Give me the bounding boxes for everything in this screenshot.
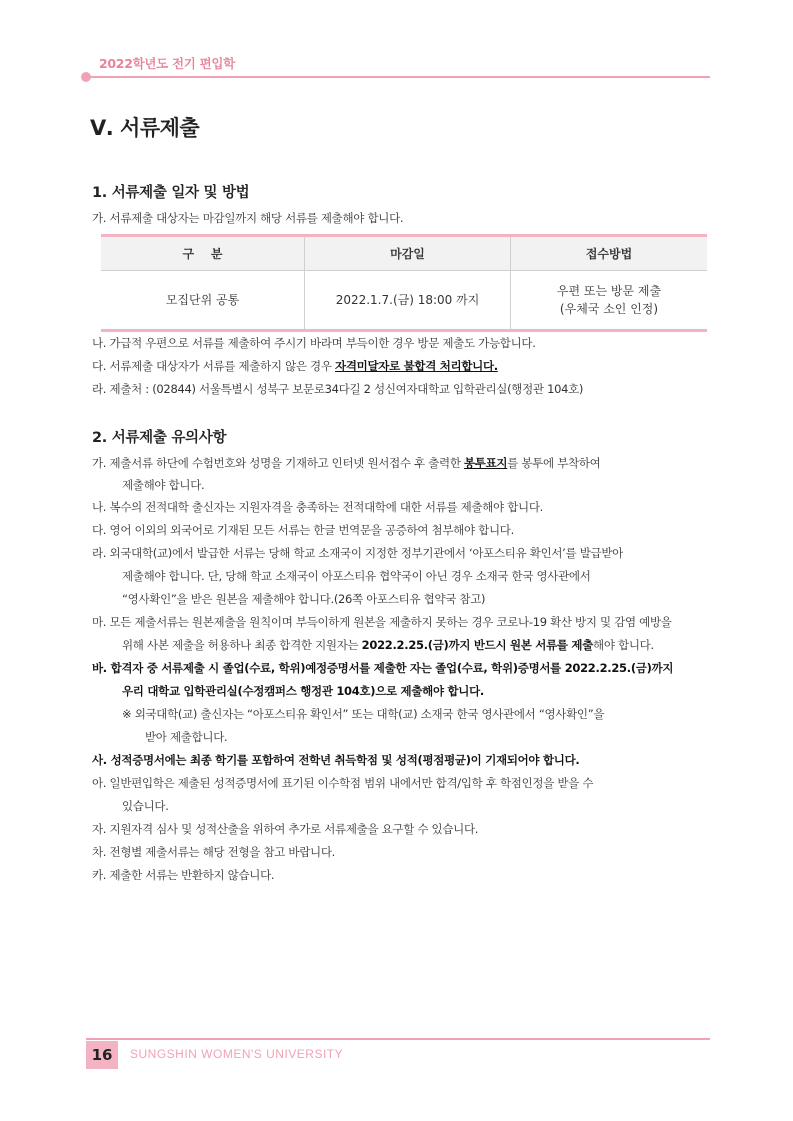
table-header-row: [101, 236, 707, 271]
section2-item-a-line1: 아. 일반편입학은 제출된 성적증명서에 표기된 이수학점 범위 내에서만 합격/입학 후 학점인정을 받을 수: [92, 776, 594, 790]
footer-university: SUNGSHIN WOMEN'S UNIVERSITY: [130, 1047, 344, 1061]
section2-item-ja: 자. 지원자격 심사 및 성적산출을 위하여 추가로 서류제출을 요구할 수 있습니다.: [92, 822, 479, 836]
section1-item-na: 나. 가급적 우편으로 서류를 제출하여 주시기 바라며 부득이한 경우 방문 제출도 가능합니다.: [92, 336, 536, 350]
section2-item-ka: 카. 제출한 서류는 반환하지 않습니다.: [92, 868, 275, 882]
table-cell-method: [511, 271, 708, 331]
submission-table: [101, 234, 707, 332]
section1-item-ga: 가. 서류제출 대상자는 마감일까지 해당 서류를 제출해야 합니다.: [92, 211, 404, 225]
table-row: [101, 271, 707, 331]
section2-item-na: 나. 복수의 전적대학 출신자는 지원자격을 충족하는 전적대학에 대한 서류를 제출해야 합니다.: [92, 500, 544, 514]
table-header-category: 구 분: [101, 236, 305, 271]
section2-item-ba-note2: 받아 제출합니다.: [145, 730, 228, 744]
section2-item-ba-note1: ※ 외국대학(교) 출신자는 “아포스티유 확인서” 또는 대학(교) 소재국 한국 영사관에서 “영사확인”을: [122, 707, 605, 721]
item-da-text: 다. 서류제출 대상자가 서류를 제출하지 않은 경우: [92, 359, 336, 373]
footer-divider: [86, 1038, 710, 1040]
section2-item-ba-line1: 바. 합격자 중 서류제출 시 졸업(수료, 학위)예정증명서를 제출한 자는 졸업(수료, 학위)증명서를 2022.2.25.(금)까지: [92, 661, 674, 675]
section2-item-ra-line1: 라. 외국대학(교)에서 발급한 서류는 당해 학교 소재국이 지정한 정부기관에서 ‘아포스티유 확인서’를 발급받아: [92, 546, 623, 560]
section2-item-sa: 사. 성적증명서에는 최종 학기를 포함하여 전학년 취득학점 및 성적(평점평균)이 기재되어야 합니다.: [92, 753, 580, 767]
section1-item-ra: 라. 제출처 : (02844) 서울특별시 성북구 보문로34다길 2 성신여자대학교 입학관리실(행정관 104호): [92, 382, 584, 396]
section1-heading: 1. 서류제출 일자 및 방법: [92, 185, 250, 201]
section2-item-ma-line2: [122, 637, 654, 653]
ma-suffix: 해야 합니다.: [593, 638, 654, 652]
item-da-bold: 자격미달자로 불합격 처리합니다.: [335, 359, 498, 373]
table-cell-category: 모집단위 공통: [101, 271, 305, 331]
section2-item-cha: 차. 전형별 제출서류는 해당 전형을 참고 바랍니다.: [92, 845, 336, 859]
table-header-deadline: 마감일: [305, 236, 511, 271]
ga-suffix: 를 봉투에 부착하여: [507, 456, 601, 470]
section2-item-da: 다. 영어 이외의 외국어로 기재된 모든 서류는 한글 번역문을 공증하여 첨부해야 합니다.: [92, 523, 514, 537]
chapter-title: Ⅴ. 서류제출: [90, 116, 200, 140]
section2-item-ga: [92, 455, 600, 471]
section2-item-ma-line1: 마. 모든 제출서류는 원본제출을 원칙이며 부득이하게 원본을 제출하지 못하는 경우 코로나-19 확산 방지 및 감염 예방을: [92, 615, 672, 629]
method-line1: 우편 또는 방문 제출: [556, 284, 662, 298]
header-divider: [86, 76, 710, 78]
section1-item-da: [92, 358, 498, 374]
section2-item-ga-line2: 제출해야 합니다.: [122, 478, 205, 492]
ma-text: 위해 사본 제출을 허용하나 최종 합격한 지원자는: [122, 638, 362, 652]
method-line2: (우체국 소인 인정): [559, 302, 659, 316]
section2-item-a-line2: 있습니다.: [122, 799, 169, 813]
ma-bold: 2022.2.25.(금)까지 반드시 원본 서류를 제출: [361, 638, 594, 652]
ga-text: 가. 제출서류 하단에 수험번호와 성명을 기재하고 인터넷 원서접수 후 출력한: [92, 456, 464, 470]
section2-heading: 2. 서류제출 유의사항: [92, 430, 227, 446]
section2-item-ra-line2: 제출해야 합니다. 단, 당해 학교 소재국이 아포스티유 협약국이 아닌 경우 소재국 한국 영사관에서: [122, 569, 591, 583]
ga-bold: 봉투표지: [464, 456, 508, 470]
section2-item-ra-line3: “영사확인”을 받은 원본을 제출해야 합니다.(26쪽 아포스티유 협약국 참고): [122, 592, 486, 606]
header-title: 2022학년도 전기 편입학: [99, 56, 235, 71]
table-header-method: 접수방법: [511, 236, 708, 271]
section2-item-ba-line2: 우리 대학교 입학관리실(수정캠퍼스 행정관 104호)으로 제출해야 합니다.: [122, 684, 484, 698]
page-number: 16: [86, 1041, 118, 1069]
table-cell-deadline: 2022.1.7.(금) 18:00 까지: [305, 271, 511, 331]
